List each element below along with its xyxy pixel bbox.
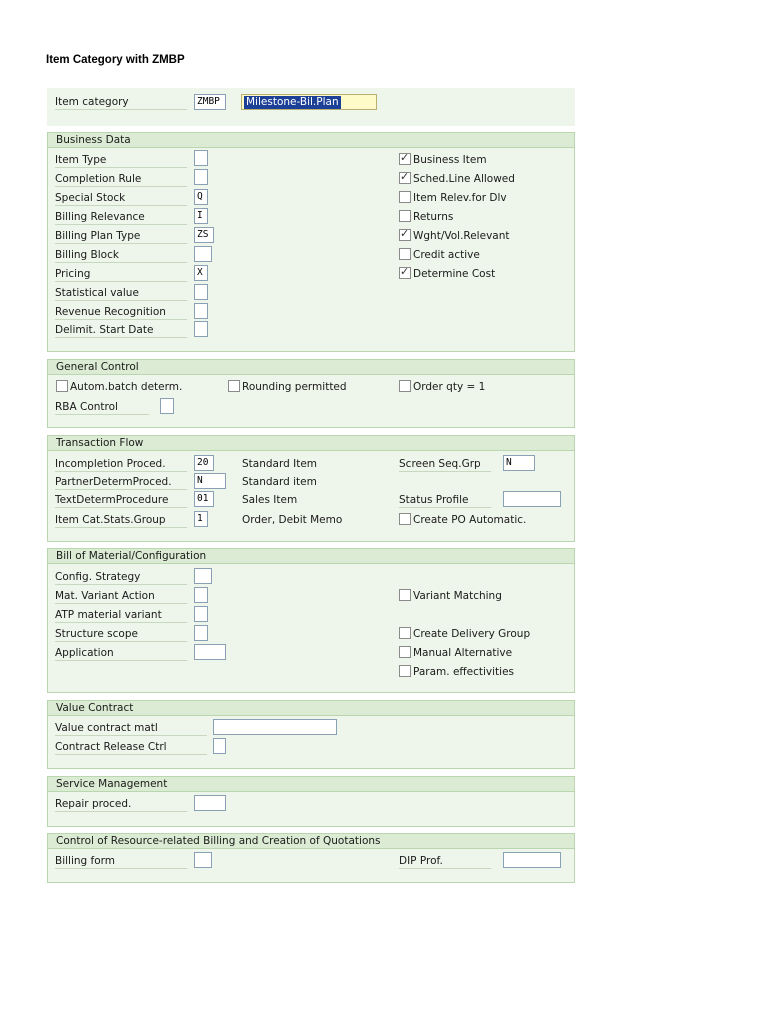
checkbox-unchecked-icon: [399, 380, 411, 392]
checkbox-unchecked-icon: [399, 627, 411, 639]
create-delivery-group-label: Create Delivery Group: [413, 628, 531, 640]
checkbox-checked-icon: [399, 153, 411, 165]
rba-control-label: RBA Control: [55, 400, 149, 415]
business-item-checkbox[interactable]: [399, 153, 487, 167]
rba-control-field[interactable]: [160, 398, 174, 414]
billing-form-label: Billing form: [55, 854, 187, 869]
checkbox-unchecked-icon: [399, 248, 411, 260]
item-cat-stats-group-field[interactable]: 1: [194, 511, 208, 527]
credit-active-checkbox[interactable]: [399, 248, 480, 262]
repair-proced-field[interactable]: [194, 795, 226, 811]
checkbox-checked-icon: [399, 229, 411, 241]
structure-scope-field[interactable]: [194, 625, 208, 641]
page-title: Item Category with ZMBP: [46, 54, 185, 66]
checkbox-unchecked-icon: [399, 646, 411, 658]
special-stock-label: Special Stock: [55, 191, 187, 206]
sched-line-allowed-checkbox[interactable]: [399, 172, 515, 186]
item-relev-dlv-label: Item Relev.for Dlv: [413, 192, 507, 204]
bom-config-heading: Bill of Material/Configuration: [48, 549, 574, 564]
checkbox-unchecked-icon: [399, 191, 411, 203]
partner-determ-proced-desc: Standard item: [242, 476, 317, 488]
revenue-recognition-label: Revenue Recognition: [55, 305, 187, 320]
business-data-heading: Business Data: [48, 133, 574, 148]
text-determ-procedure-desc: Sales Item: [242, 494, 298, 506]
config-strategy-label: Config. Strategy: [55, 570, 187, 585]
text-determ-procedure-field[interactable]: 01: [194, 491, 214, 507]
autom-batch-determ-checkbox[interactable]: [56, 380, 182, 394]
incompletion-proced-label: Incompletion Proced.: [55, 457, 187, 472]
value-contract-matl-field[interactable]: [213, 719, 337, 735]
item-category-description-field[interactable]: [241, 94, 377, 110]
value-contract-heading: Value Contract: [48, 701, 574, 716]
checkbox-unchecked-icon: [399, 513, 411, 525]
checkbox-unchecked-icon: [399, 589, 411, 601]
statistical-value-label: Statistical value: [55, 286, 187, 301]
wght-vol-relevant-label: Wght/Vol.Relevant: [413, 230, 510, 242]
variant-matching-checkbox[interactable]: [399, 589, 502, 603]
screen-seq-grp-label: Screen Seq.Grp: [399, 457, 491, 472]
billing-plan-type-label: Billing Plan Type: [55, 229, 187, 244]
item-category-description: Milestone-Bil.Plan: [246, 96, 339, 108]
value-contract-matl-label: Value contract matl: [55, 721, 207, 736]
dip-prof-label: DIP Prof.: [399, 854, 491, 869]
checkbox-unchecked-icon: [228, 380, 240, 392]
credit-active-label: Credit active: [413, 249, 480, 261]
item-type-label: Item Type: [55, 153, 187, 168]
checkbox-unchecked-icon: [56, 380, 68, 392]
billing-block-field[interactable]: [194, 246, 212, 262]
rounding-permitted-checkbox[interactable]: [228, 380, 347, 394]
statistical-value-field[interactable]: [194, 284, 208, 300]
determine-cost-label: Determine Cost: [413, 268, 496, 280]
atp-material-variant-label: ATP material variant: [55, 608, 187, 623]
incompletion-proced-field[interactable]: 20: [194, 455, 214, 471]
completion-rule-field[interactable]: [194, 169, 208, 185]
screen-seq-grp-field[interactable]: N: [503, 455, 535, 471]
incompletion-proced-desc: Standard Item: [242, 458, 318, 470]
create-po-automatic-checkbox[interactable]: [399, 513, 526, 527]
billing-form-field[interactable]: [194, 852, 212, 868]
billing-relevance-label: Billing Relevance: [55, 210, 187, 225]
delimit-start-date-label: Delimit. Start Date: [55, 323, 187, 338]
application-field[interactable]: [194, 644, 226, 660]
billing-relevance-field[interactable]: I: [194, 208, 208, 224]
sched-line-allowed-label: Sched.Line Allowed: [413, 173, 515, 185]
item-category-label: Item category: [55, 95, 187, 110]
checkbox-checked-icon: [399, 172, 411, 184]
order-qty-1-checkbox[interactable]: [399, 380, 485, 394]
variant-matching-label: Variant Matching: [413, 590, 502, 602]
billing-plan-type-field[interactable]: ZS: [194, 227, 214, 243]
transaction-flow-heading: Transaction Flow: [48, 436, 574, 451]
pricing-label: Pricing: [55, 267, 187, 282]
status-profile-field[interactable]: [503, 491, 561, 507]
manual-alternative-label: Manual Alternative: [413, 647, 513, 659]
item-type-field[interactable]: [194, 150, 208, 166]
config-strategy-field[interactable]: [194, 568, 212, 584]
returns-label: Returns: [413, 211, 454, 223]
status-profile-label: Status Profile: [399, 493, 491, 508]
repair-proced-label: Repair proced.: [55, 797, 187, 812]
atp-material-variant-field[interactable]: [194, 606, 208, 622]
autom-batch-determ-label: Autom.batch determ.: [70, 381, 183, 393]
determine-cost-checkbox[interactable]: [399, 267, 495, 281]
business-item-label: Business Item: [413, 154, 487, 166]
pricing-field[interactable]: X: [194, 265, 208, 281]
partner-determ-proced-field[interactable]: N: [194, 473, 226, 489]
text-determ-procedure-label: TextDetermProcedure: [55, 493, 187, 508]
checkbox-checked-icon: [399, 267, 411, 279]
delimit-start-date-field[interactable]: [194, 321, 208, 337]
item-category-field[interactable]: ZMBP: [194, 94, 226, 110]
checkbox-unchecked-icon: [399, 210, 411, 222]
partner-determ-proced-label: PartnerDetermProced.: [55, 475, 187, 490]
item-relev-dlv-checkbox[interactable]: [399, 191, 507, 205]
completion-rule-label: Completion Rule: [55, 172, 187, 187]
revenue-recognition-field[interactable]: [194, 303, 208, 319]
item-cat-stats-group-label: Item Cat.Stats.Group: [55, 513, 187, 528]
checkbox-unchecked-icon: [399, 665, 411, 677]
param-effectivities-label: Param. effectivities: [413, 666, 515, 678]
item-cat-stats-group-desc: Order, Debit Memo: [242, 514, 343, 526]
create-po-automatic-label: Create PO Automatic.: [413, 514, 527, 526]
contract-release-ctrl-field[interactable]: [213, 738, 226, 754]
general-control-heading: General Control: [48, 360, 574, 375]
resource-billing-heading: Control of Resource-related Billing and Creation of Quotations: [48, 834, 574, 849]
contract-release-ctrl-label: Contract Release Ctrl: [55, 740, 207, 755]
rounding-permitted-label: Rounding permitted: [242, 381, 347, 393]
manual-alternative-checkbox[interactable]: [399, 646, 512, 660]
mat-variant-action-field[interactable]: [194, 587, 208, 603]
returns-checkbox[interactable]: [399, 210, 453, 224]
order-qty-1-label: Order qty = 1: [413, 381, 486, 393]
service-management-heading: Service Management: [48, 777, 574, 792]
mat-variant-action-label: Mat. Variant Action: [55, 589, 187, 604]
param-effectivities-checkbox[interactable]: [399, 665, 514, 679]
structure-scope-label: Structure scope: [55, 627, 187, 642]
application-label: Application: [55, 646, 187, 661]
special-stock-field[interactable]: Q: [194, 189, 208, 205]
create-delivery-group-checkbox[interactable]: [399, 627, 530, 641]
wght-vol-relevant-checkbox[interactable]: [399, 229, 509, 243]
dip-prof-field[interactable]: [503, 852, 561, 868]
billing-block-label: Billing Block: [55, 248, 187, 263]
